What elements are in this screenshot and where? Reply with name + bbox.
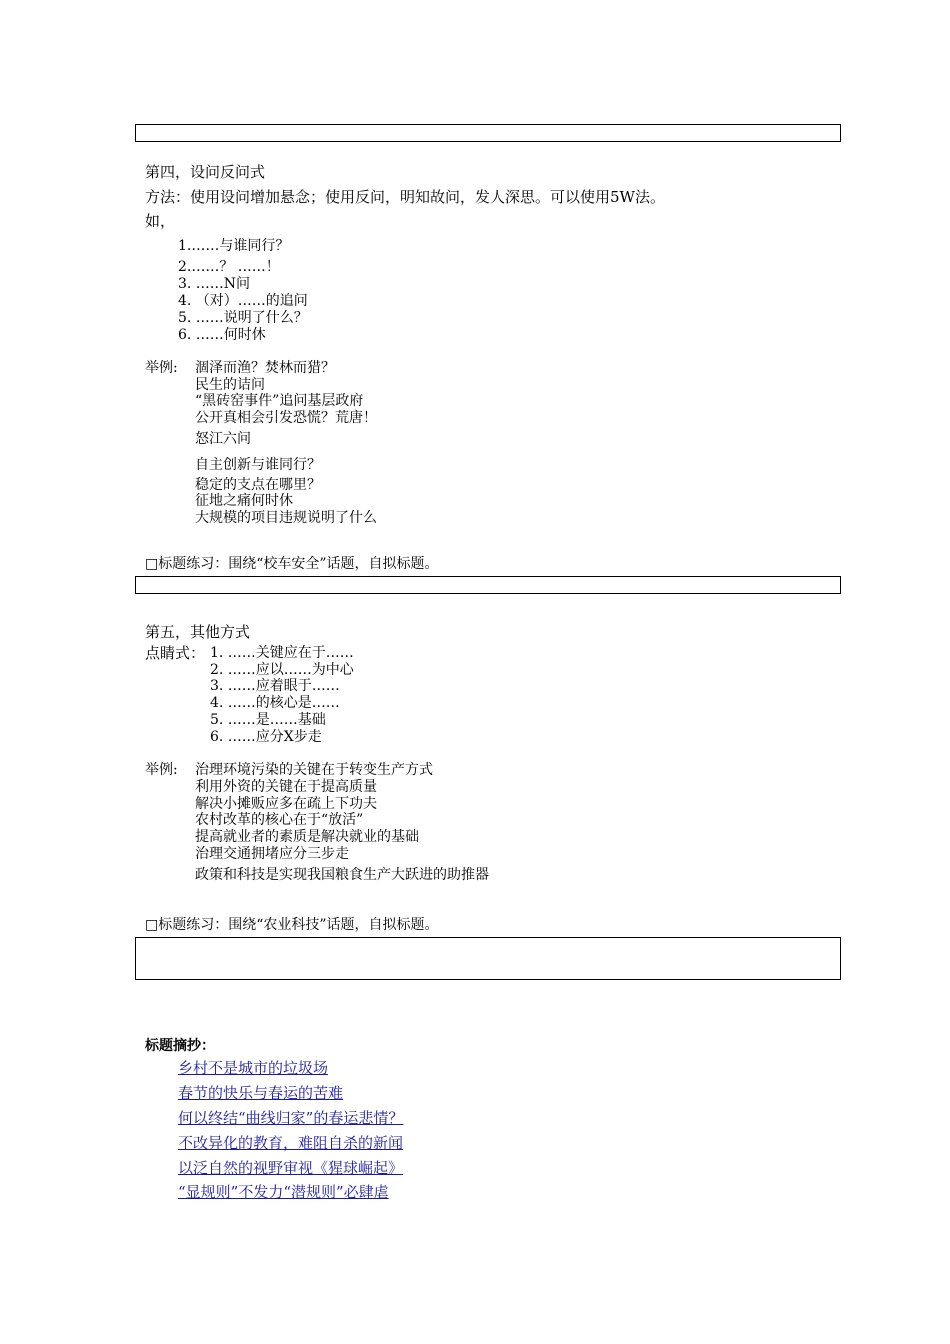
excerpt-link[interactable]: 何以终结“曲线归家”的春运悲情？ <box>178 1109 404 1127</box>
section5-heading: 第五，其他方式 <box>145 623 251 641</box>
example-item: 公开真相会引发恐慌？荒唐！ <box>195 410 377 426</box>
example-item: 政策和科技是实现我国粮食生产大跃进的助推器 <box>195 867 489 883</box>
section4-heading: 第四，设问反问式 <box>145 163 266 181</box>
excerpt-link[interactable]: 以泛自然的视野审视《猩球崛起》 <box>178 1159 404 1177</box>
example-item: 稳定的支点在哪里？ <box>195 477 321 493</box>
example-item: 大规模的项目违规说明了什么 <box>195 510 377 526</box>
pattern-item: 5. ……说明了什么？ <box>178 310 308 326</box>
excerpt-link[interactable]: 春节的快乐与春运的苦难 <box>178 1084 344 1102</box>
pattern-item: 4. ……的核心是…… <box>210 695 340 711</box>
section4-method: 方法：使用设问增加悬念；使用反问，明知故问，发人深思。可以使用5W法。 <box>145 188 665 206</box>
pattern-item: 6. ……应分X步走 <box>210 729 322 745</box>
example-label: 举例: <box>145 360 178 376</box>
pattern-item: 2. ……应以……为中心 <box>210 662 354 678</box>
pattern-item: 4. （对）……的追问 <box>178 293 308 309</box>
practice-prompt-4: □标题练习：围绕“校车安全”话题，自拟标题。 <box>145 556 439 572</box>
pattern-item: 2.……？ ……！ <box>178 259 280 275</box>
pattern-label: 点睛式： <box>145 644 206 662</box>
example-item: 自主创新与谁同行？ <box>195 457 321 473</box>
example-item: 民生的诘问 <box>195 377 265 393</box>
excerpt-link[interactable]: “显规则”不发力“潜规则”必肆虐 <box>178 1183 389 1201</box>
example-item: 解决小摊贩应多在疏上下功夫 <box>195 796 377 812</box>
pattern-item: 3. ……N问 <box>178 276 251 292</box>
example-label: 举例: <box>145 762 178 778</box>
example-item: 治理交通拥堵应分三步走 <box>195 846 349 862</box>
example-item: 利用外资的关键在于提高质量 <box>195 779 377 795</box>
answer-box-5[interactable] <box>135 937 841 980</box>
pattern-item: 1.……与谁同行？ <box>178 238 290 254</box>
answer-box-top[interactable] <box>135 124 841 142</box>
pattern-item: 1. ……关键应在于…… <box>210 645 354 661</box>
example-item: 征地之痛何时休 <box>195 493 293 509</box>
example-item: 农村改革的核心在于“放活” <box>195 812 364 828</box>
example-item: 治理环境污染的关键在于转变生产方式 <box>195 762 433 778</box>
pattern-item: 3. ……应着眼于…… <box>210 678 340 694</box>
answer-box-4[interactable] <box>135 576 841 594</box>
example-item: 怒江六问 <box>195 431 251 447</box>
example-item: “黑砖窑事件”追问基层政府 <box>195 393 364 409</box>
practice-prompt-5: □标题练习：围绕“农业科技”话题，自拟标题。 <box>145 917 439 933</box>
excerpts-heading: 标题摘抄： <box>145 1038 215 1054</box>
example-item: 提高就业者的素质是解决就业的基础 <box>195 829 419 845</box>
excerpt-link[interactable]: 乡村不是城市的垃圾场 <box>178 1059 329 1077</box>
pattern-item: 6. ……何时休 <box>178 327 266 343</box>
excerpt-link[interactable]: 不改异化的教育，难阻自杀的新闻 <box>178 1134 404 1152</box>
example-item: 涸泽而渔？焚林而猎？ <box>195 360 335 376</box>
section4-ru: 如， <box>145 212 176 230</box>
pattern-item: 5. ……是……基础 <box>210 712 326 728</box>
